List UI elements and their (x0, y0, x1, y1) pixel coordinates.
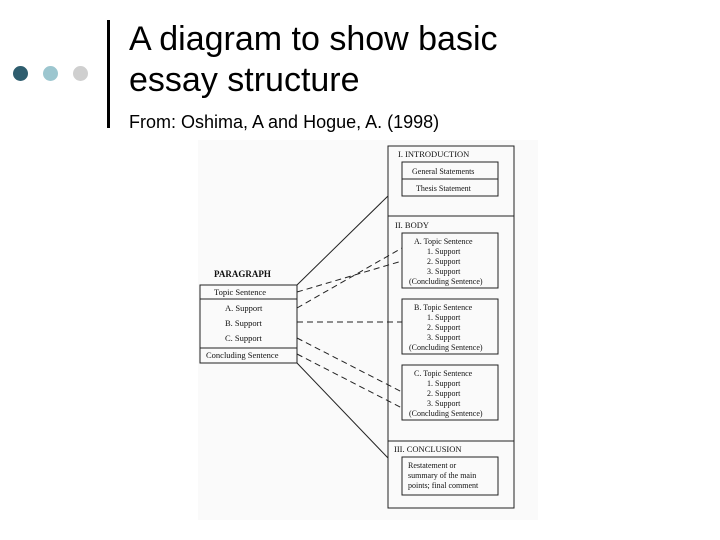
connector-body-c (297, 338, 402, 392)
paragraph-heading: PARAGRAPH (214, 269, 271, 279)
connector-body-a (297, 261, 402, 292)
conclusion-heading: III. CONCLUSION (394, 444, 462, 454)
conclusion-line-2: summary of the main (408, 471, 477, 480)
body-block-c-support-3: 3. Support (427, 399, 461, 408)
body-block-c-topic: C. Topic Sentence (414, 369, 473, 378)
paragraph-support-b: B. Support (225, 318, 262, 328)
body-block-c-support-1: 1. Support (427, 379, 461, 388)
body-block-a-concluding: (Concluding Sentence) (409, 277, 483, 286)
paragraph-support-c: C. Support (225, 333, 262, 343)
body-block-a-support-3: 3. Support (427, 267, 461, 276)
intro-thesis-statement: Thesis Statement (416, 184, 471, 193)
body-heading: II. BODY (395, 220, 429, 230)
conclusion-line-1: Restatement or (408, 461, 457, 470)
connector-support-a (297, 248, 402, 308)
body-block-a-support-2: 2. Support (427, 257, 461, 266)
body-block-b-concluding: (Concluding Sentence) (409, 343, 483, 352)
paragraph-concluding-sentence: Concluding Sentence (206, 350, 279, 360)
connector-intro (297, 196, 388, 285)
slide-title-line1: A diagram to show basic (129, 20, 498, 58)
slide-title-line2: essay structure (129, 61, 360, 99)
body-block-b-support-2: 2. Support (427, 323, 461, 332)
connector-concluding (297, 354, 402, 408)
slide-source: From: Oshima, A and Hogue, A. (1998) (129, 112, 440, 132)
body-block-a-topic: A. Topic Sentence (414, 237, 473, 246)
body-block-a-support-1: 1. Support (427, 247, 461, 256)
body-block-c-concluding: (Concluding Sentence) (409, 409, 483, 418)
body-block-b-support-3: 3. Support (427, 333, 461, 342)
conclusion-line-3: points; final comment (408, 481, 479, 490)
intro-general-statements: General Statements (412, 167, 475, 176)
body-block-b-support-1: 1. Support (427, 313, 461, 322)
body-block-b-topic: B. Topic Sentence (414, 303, 473, 312)
body-block-c-support-2: 2. Support (427, 389, 461, 398)
paragraph-support-a: A. Support (225, 303, 263, 313)
paragraph-topic-sentence: Topic Sentence (214, 287, 267, 297)
intro-heading: I. INTRODUCTION (398, 149, 470, 159)
